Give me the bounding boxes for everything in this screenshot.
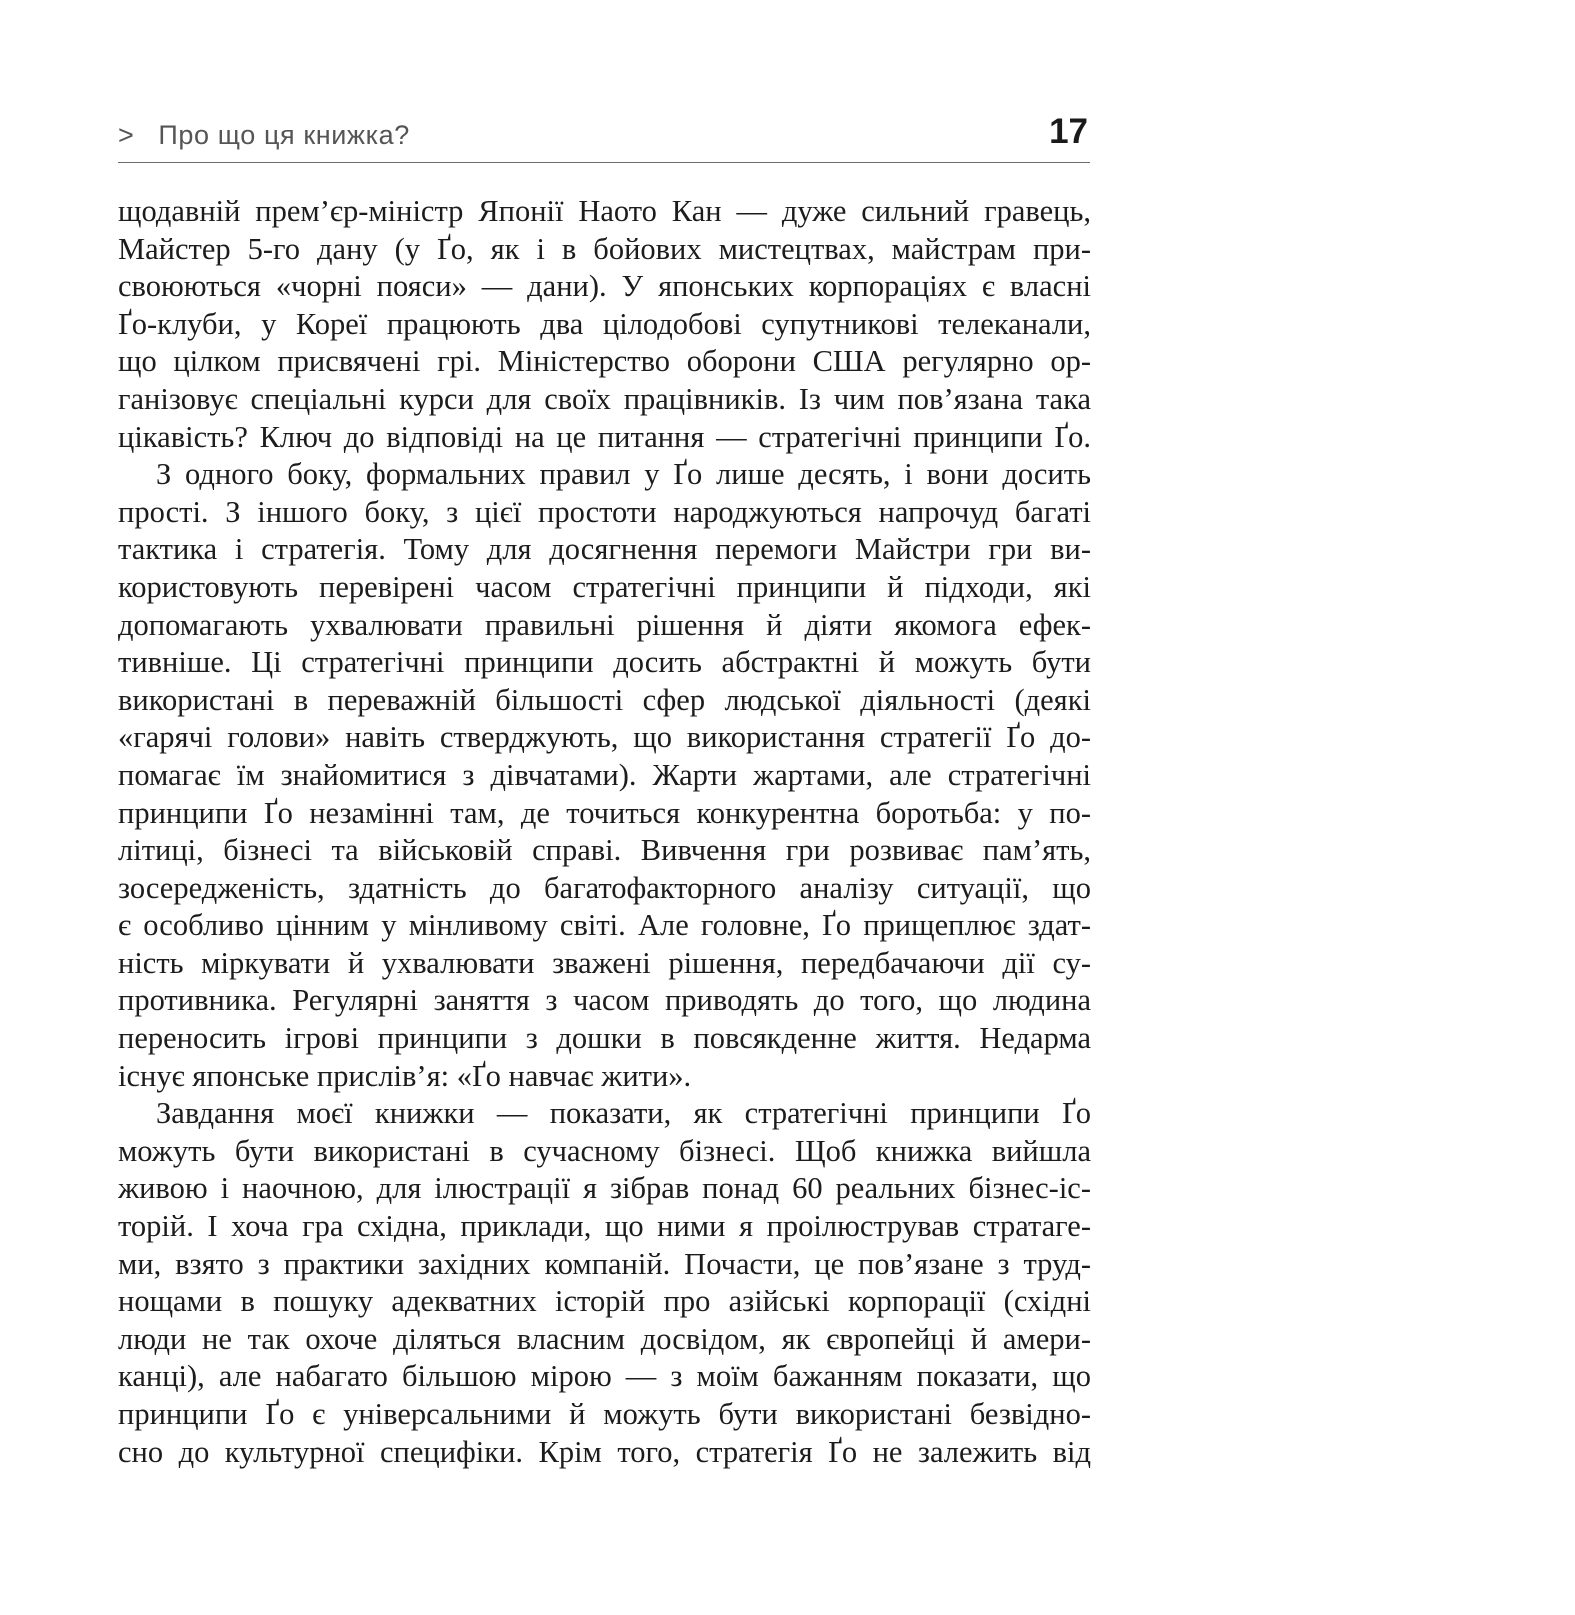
text-line: існує японське прислів’я: «Ґо навчає жити».	[118, 1058, 692, 1093]
page-number: 17	[1049, 112, 1088, 151]
chevron-right-icon: >	[118, 120, 135, 150]
text-line: нощами в пошуку адекватних історій про азійські корпорації (східні	[118, 1284, 1091, 1319]
text-line: Завдання моєї книжки — показати, як стратегічні принципи Ґо	[156, 1096, 1091, 1131]
text-line: «гарячі голови» навіть стверджують, що використання стратегії Ґо до-	[118, 720, 1091, 755]
text-line: є особливо цінним у мінливому світі. Але головне, Ґо прищеплює здат-	[118, 908, 1091, 943]
text-line: використані в переважній більшості сфер людської діяльності (деякі	[118, 682, 1091, 717]
text-line: зосередженість, здатність до багатофакторного аналізу ситуації, що	[118, 870, 1091, 905]
text-line: допомагають ухвалювати правильні рішення й діяти якомога ефек-	[118, 607, 1091, 642]
text-line: тивніше. Ці стратегічні принципи досить абстрактні й можуть бути	[118, 645, 1091, 680]
text-line: тактика і стратегія. Тому для досягнення перемоги Майстри гри ви-	[118, 532, 1091, 567]
section-heading	[118, 120, 410, 151]
text-line: ми, взято з практики західних компаній. Почасти, це пов’язане з труд-	[118, 1246, 1091, 1281]
body-text	[118, 193, 1091, 1471]
text-line: торій. І хоча гра східна, приклади, що ними я проілюстрував стратаге-	[118, 1209, 1091, 1244]
text-line: ганізовує спеціальні курси для своїх працівників. Із чим пов’язана така	[118, 381, 1091, 416]
text-line: літиці, бізнесі та військовій справі. Вивчення гри розвиває пам’ять,	[118, 833, 1091, 868]
text-line: можуть бути використані в сучасному бізнесі. Щоб книжка вийшла	[118, 1133, 1091, 1168]
text-line: ність міркувати й ухвалювати зважені рішення, передбачаючи дії су-	[118, 945, 1091, 980]
text-line: живою і наочною, для ілюстрації я зібрав понад 60 реальних бізнес-іс-	[118, 1171, 1091, 1206]
text-line: щодавній прем’єр-міністр Японії Наото Кан — дуже сильний гравець,	[118, 194, 1091, 228]
text-line: прості. З іншого боку, з цієї простоти народжуються напрочуд багаті	[118, 494, 1091, 529]
text-line: сно до культурної специфіки. Крім того, стратегія Ґо не залежить від	[118, 1434, 1091, 1469]
paragraph-3	[118, 1095, 1091, 1471]
section-title: Про що ця книжка?	[158, 120, 410, 150]
paragraph-1	[118, 193, 1091, 456]
text-line: що цілком присвячені грі. Міністерство оборони США регулярно ор-	[118, 344, 1091, 379]
running-header	[118, 112, 1090, 163]
text-line: переносить ігрові принципи з дошки в повсякденне життя. Недарма	[118, 1021, 1091, 1056]
text-line: канці), але набагато більшою мірою — з моїм бажанням показати, що	[118, 1359, 1091, 1394]
text-line: З одного боку, формальних правил у Ґо лише десять, і вони досить	[156, 457, 1091, 492]
text-line: помагає їм знайомитися з дівчатами). Жарти жартами, але стратегічні	[118, 757, 1091, 792]
text-line: принципи Ґо незамінні там, де точиться конкурентна боротьба: у по-	[118, 795, 1091, 830]
text-line: своюються «чорні пояси» — дани). У японських корпораціях є власні	[118, 269, 1091, 304]
text-line: цікавість? Ключ до відповіді на це питання — стратегічні принципи Ґо.	[118, 419, 1091, 454]
text-line: Ґо-клуби, у Кореї працюють два цілодобові супутникові телеканали,	[118, 306, 1091, 341]
text-line: люди не так охоче діляться власним досвідом, як європейці й амери-	[118, 1321, 1091, 1356]
text-line: Майстер 5-го дану (у Ґо, як і в бойових мистецтвах, майстрам при-	[118, 231, 1091, 266]
text-line: противника. Регулярні заняття з часом приводять до того, що людина	[118, 983, 1091, 1018]
text-line: користовують перевірені часом стратегічні принципи й підходи, які	[118, 569, 1091, 604]
paragraph-2	[118, 456, 1091, 1095]
text-line: принципи Ґо є універсальними й можуть бути використані безвідно-	[118, 1397, 1091, 1431]
